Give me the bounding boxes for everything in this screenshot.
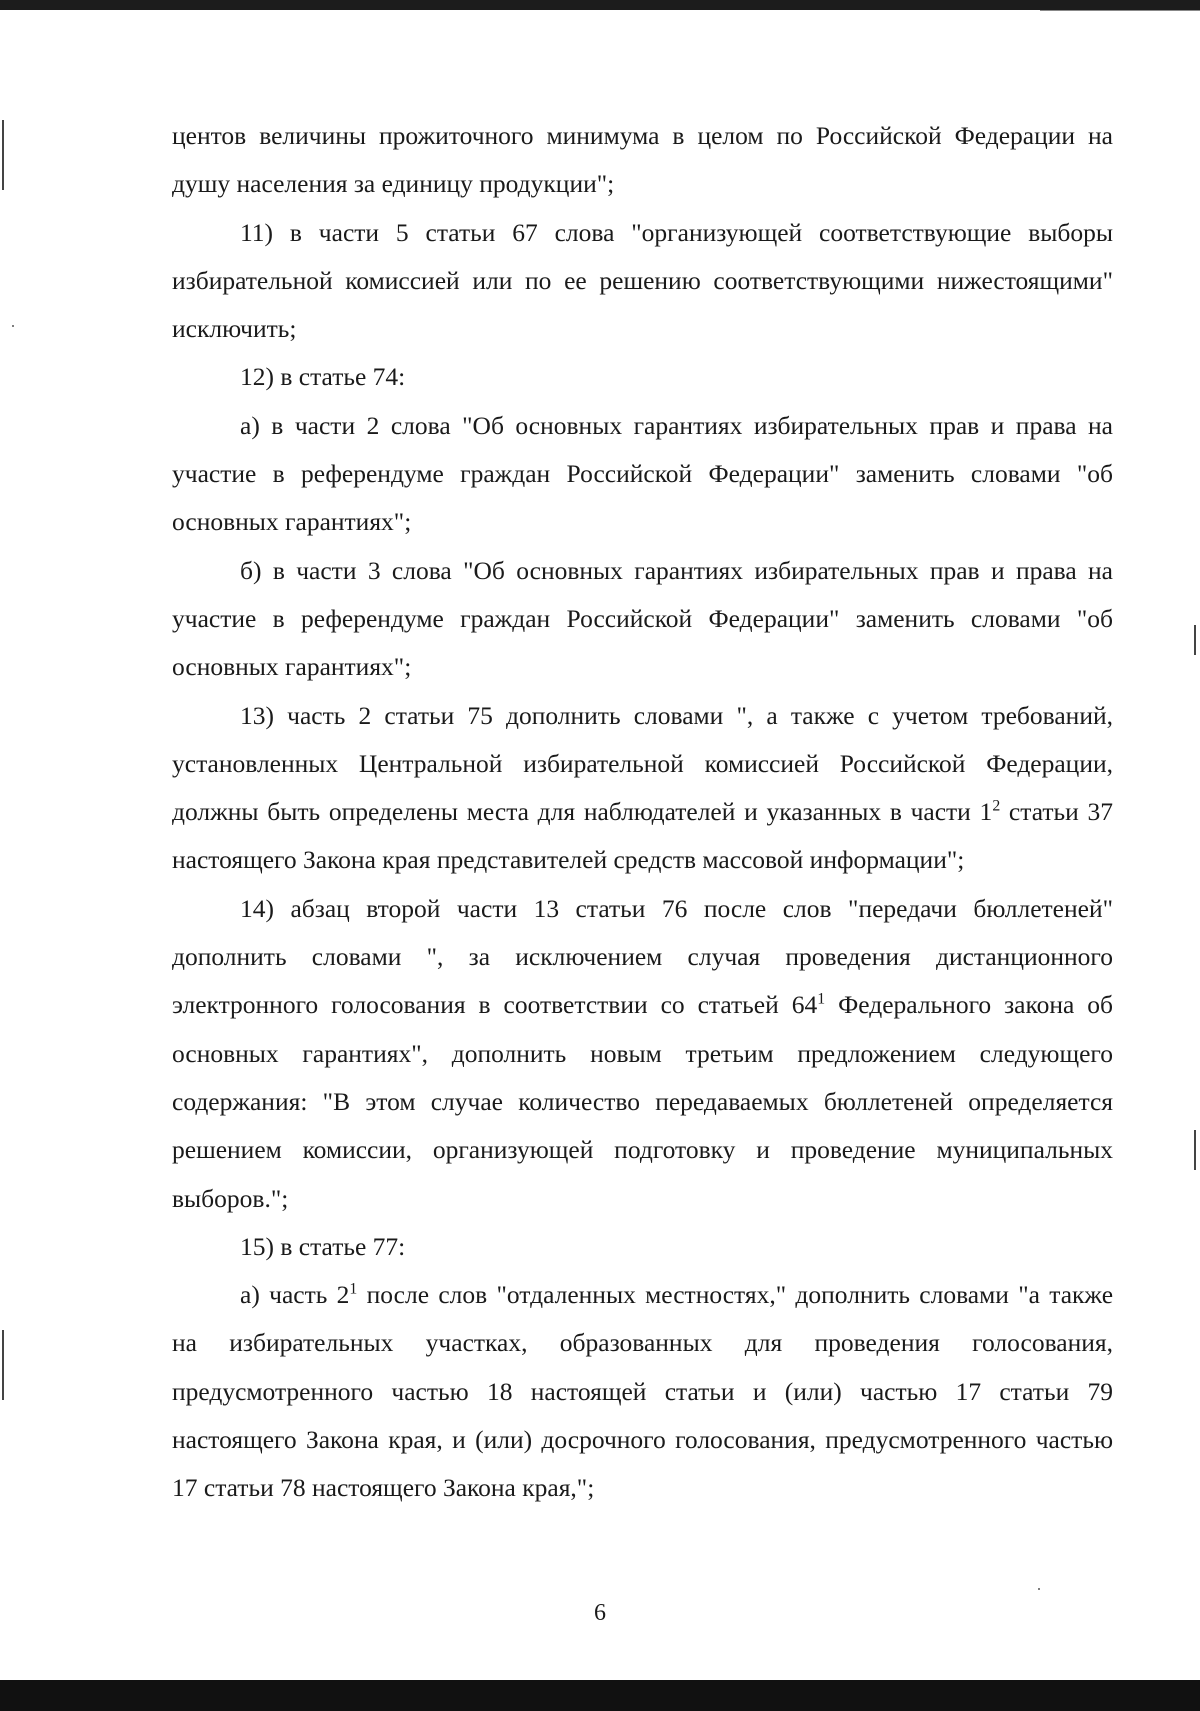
paragraph: центов величины прожиточного минимума в целом по Российской Федерации на душу населения за единицу продукции";	[172, 121, 1113, 199]
scan-speck	[1038, 1588, 1040, 1590]
document-body	[172, 112, 1113, 1513]
superscript: 1	[349, 1280, 358, 1298]
paragraph-text: 14) абзац второй части 13 статьи 76 после слов "передачи бюллетеней" дополнить словами ", за исключением случая проведения дистанционного электронного голосования в соответствии со статьей 64	[172, 893, 1113, 1020]
paragraph: 11) в части 5 статьи 67 слова "организующей соответствующие выборы избирательной комиссией или по ее решению соответствующими нижестоящими" исключить;	[172, 217, 1113, 344]
scan-edge-mark-left	[2, 1330, 4, 1400]
paragraph: 15) в статье 77:	[240, 1231, 406, 1261]
paragraph-text: Федерального закона об основных гарантиях", дополнить новым третьим предложением следующего содержания: "В этом случае количество передаваемых бюллетеней определяется решением комиссии, организующей подготовку и проведение муниципальных выборов.";	[172, 990, 1113, 1213]
page-number: 6	[594, 1600, 606, 1626]
superscript: 2	[992, 797, 1001, 815]
scan-bottom-border	[0, 1680, 1200, 1711]
paragraph: 12) в статье 74:	[240, 362, 406, 392]
scan-edge-mark-right	[1194, 625, 1196, 655]
scan-speck	[12, 325, 14, 327]
scan-edge-mark-left	[2, 120, 4, 190]
scan-top-border-line	[1040, 10, 1200, 11]
paragraph: б) в части 3 слова "Об основных гарантиях избирательных прав и права на участие в референдуме граждан Российской Федерации" заменить словами "об основных гарантиях";	[172, 555, 1113, 682]
paragraph-text: после слов "отдаленных местностях," дополнить словами "а также на избирательных участках, образованных для проведения голосования, предусмотренного частью 18 настоящей статьи и (или) частью 17 статьи 79 настоящего Закона края, и (или) досрочного голосования, предусмотренного частью 17 статьи 78 настоящего Закона края,";	[172, 1280, 1114, 1503]
paragraph-text: а) часть 2	[240, 1280, 350, 1310]
scan-edge-mark-right	[1194, 1130, 1196, 1170]
paragraph	[172, 692, 1113, 885]
paragraph	[172, 885, 1113, 1223]
scan-top-border	[0, 0, 1200, 10]
paragraph	[172, 1271, 1113, 1512]
paragraph-text: статьи 37 настоящего Закона края представителей средств массовой информации";	[172, 797, 1114, 875]
paragraph: а) в части 2 слова "Об основных гарантиях избирательных прав и права на участие в референдуме граждан Российской Федерации" заменить словами "об основных гарантиях";	[172, 410, 1113, 537]
superscript: 1	[817, 990, 826, 1008]
paragraph-text: 13) часть 2 статьи 75 дополнить словами ", а также с учетом требований, установленных Центральной избирательной комиссией Российской Федерации, должны быть определены места для наблюдателей и указанных в части 1	[172, 700, 1113, 827]
